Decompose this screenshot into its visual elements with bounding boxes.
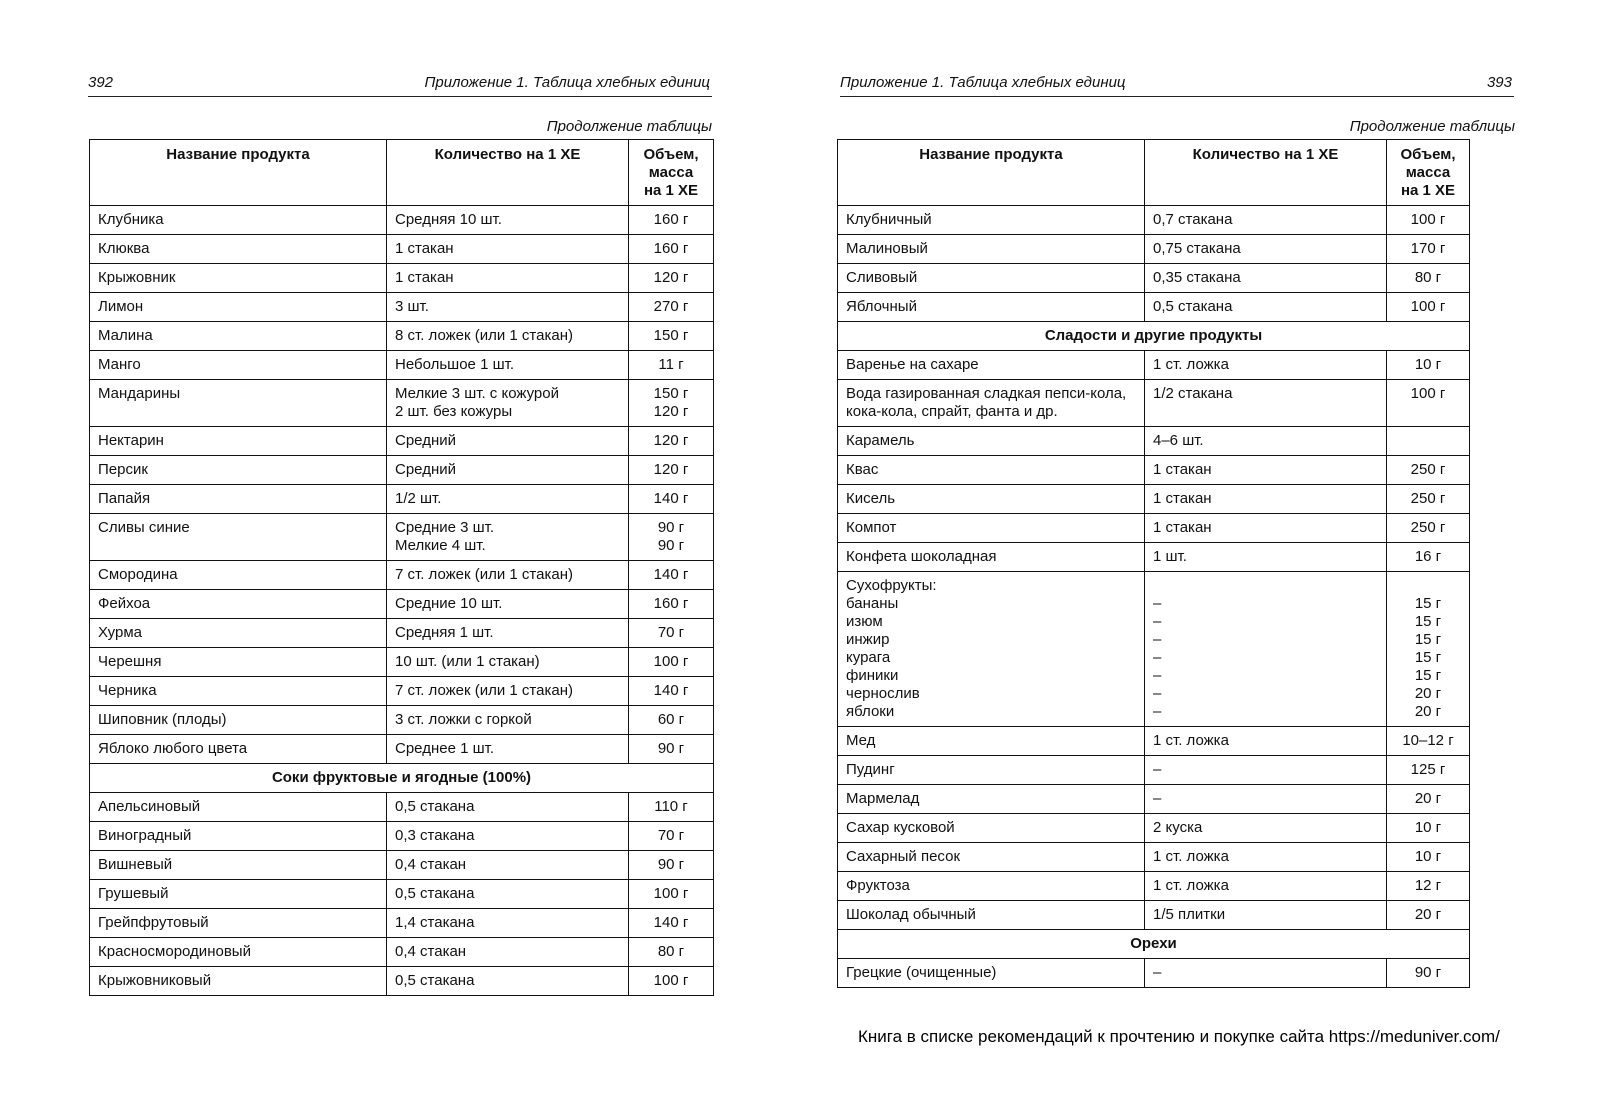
table-row: [90, 206, 714, 235]
cell-amount: 10 г: [1387, 814, 1470, 843]
table-row: [90, 264, 714, 293]
cell-product-name: Нектарин: [90, 427, 387, 456]
cell-product-name: Грейпфрутовый: [90, 909, 387, 938]
table-row: [838, 264, 1470, 293]
cell-amount: 250 г: [1387, 456, 1470, 485]
table-row: [838, 485, 1470, 514]
table-row: [90, 967, 714, 996]
table-row: [838, 206, 1470, 235]
cell-amount: 250 г: [1387, 485, 1470, 514]
table-row: [90, 677, 714, 706]
table-row: [838, 293, 1470, 322]
cell-amount: [1387, 427, 1470, 456]
cell-amount: 150 г 120 г: [629, 380, 714, 427]
cell-amount: 90 г: [629, 735, 714, 764]
cell-quantity: 0,7 стакана: [1145, 206, 1387, 235]
page-number: 392: [88, 74, 114, 91]
cell-amount: 90 г: [629, 851, 714, 880]
column-header-amount: Объем, масса на 1 ХЕ: [629, 140, 714, 206]
cell-amount: 100 г: [1387, 293, 1470, 322]
page-number: 393: [1486, 74, 1512, 91]
cell-product-name: Мармелад: [838, 785, 1145, 814]
cell-product-name: Апельсиновый: [90, 793, 387, 822]
cell-amount: 120 г: [629, 427, 714, 456]
table-row: [90, 514, 714, 561]
cell-quantity: Средний: [387, 427, 629, 456]
column-header-qty: Количество на 1 ХЕ: [387, 140, 629, 206]
cell-product-name: Фруктоза: [838, 872, 1145, 901]
section-heading: Сладости и другие продукты: [838, 322, 1470, 351]
table-row: [90, 456, 714, 485]
cell-quantity: 1 стакан: [1145, 456, 1387, 485]
cell-product-name: Сливы синие: [90, 514, 387, 561]
table-row: [90, 380, 714, 427]
table-row: [90, 590, 714, 619]
cell-quantity: Среднее 1 шт.: [387, 735, 629, 764]
table-row: [838, 514, 1470, 543]
cell-quantity: 1 ст. ложка: [1145, 843, 1387, 872]
column-header-qty: Количество на 1 ХЕ: [1145, 140, 1387, 206]
table-row: [838, 901, 1470, 930]
cell-quantity: – – – – – – –: [1145, 572, 1387, 727]
cell-quantity: Небольшое 1 шт.: [387, 351, 629, 380]
cell-amount: 60 г: [629, 706, 714, 735]
cell-amount: 20 г: [1387, 901, 1470, 930]
cell-product-name: Вода газированная сладкая пепси-кола, кока-кола, спрайт, фанта и др.: [838, 380, 1145, 427]
section-row: [838, 322, 1470, 351]
table-row: [90, 619, 714, 648]
section-row: [838, 930, 1470, 959]
cell-product-name: Яблочный: [838, 293, 1145, 322]
section-heading: Орехи: [838, 930, 1470, 959]
cell-product-name: Варенье на сахаре: [838, 351, 1145, 380]
cell-quantity: –: [1145, 785, 1387, 814]
table-row: [90, 427, 714, 456]
table-row: [838, 872, 1470, 901]
cell-amount: 80 г: [629, 938, 714, 967]
cell-amount: 120 г: [629, 456, 714, 485]
left-running-header: [88, 72, 712, 97]
table-row: [838, 785, 1470, 814]
cell-amount: 100 г: [629, 967, 714, 996]
cell-quantity: 2 куска: [1145, 814, 1387, 843]
cell-quantity: 0,5 стакана: [387, 793, 629, 822]
cell-amount: 120 г: [629, 264, 714, 293]
table-row: [838, 814, 1470, 843]
column-header-name: Название продукта: [90, 140, 387, 206]
cell-product-name: Клубничный: [838, 206, 1145, 235]
cell-amount: 10 г: [1387, 843, 1470, 872]
cell-amount: 140 г: [629, 485, 714, 514]
cell-product-name: Черника: [90, 677, 387, 706]
cell-product-name: Хурма: [90, 619, 387, 648]
cell-product-name: Шиповник (плоды): [90, 706, 387, 735]
cell-product-name: Грушевый: [90, 880, 387, 909]
cell-quantity: –: [1145, 959, 1387, 988]
cell-amount: 250 г: [1387, 514, 1470, 543]
cell-amount: 160 г: [629, 590, 714, 619]
cell-amount: 12 г: [1387, 872, 1470, 901]
cell-quantity: 1/5 плитки: [1145, 901, 1387, 930]
cell-amount: 140 г: [629, 909, 714, 938]
cell-amount: 100 г: [629, 648, 714, 677]
section-row: [90, 764, 714, 793]
running-title: Приложение 1. Таблица хлебных единиц: [424, 74, 710, 91]
cell-product-name: Шоколад обычный: [838, 901, 1145, 930]
cell-product-name: Мед: [838, 727, 1145, 756]
table-row: [838, 380, 1470, 427]
cell-amount: 270 г: [629, 293, 714, 322]
cell-quantity: –: [1145, 756, 1387, 785]
table-row: [838, 351, 1470, 380]
table-row: [838, 543, 1470, 572]
cell-product-name: Смородина: [90, 561, 387, 590]
cell-amount: 100 г: [1387, 380, 1470, 427]
cell-quantity: Мелкие 3 шт. с кожурой 2 шт. без кожуры: [387, 380, 629, 427]
cell-amount: 160 г: [629, 235, 714, 264]
cell-quantity: 0,75 стакана: [1145, 235, 1387, 264]
cell-quantity: 0,4 стакан: [387, 851, 629, 880]
table-row: [838, 456, 1470, 485]
column-header-name: Название продукта: [838, 140, 1145, 206]
cell-product-name: Лимон: [90, 293, 387, 322]
cell-product-name: Компот: [838, 514, 1145, 543]
table-row: [838, 959, 1470, 988]
cell-quantity: Средний: [387, 456, 629, 485]
cell-quantity: 0,3 стакана: [387, 822, 629, 851]
cell-quantity: 1,4 стакана: [387, 909, 629, 938]
cell-quantity: 3 шт.: [387, 293, 629, 322]
table-row: [838, 235, 1470, 264]
table-row: [90, 706, 714, 735]
cell-amount: 80 г: [1387, 264, 1470, 293]
cell-quantity: 1/2 стакана: [1145, 380, 1387, 427]
cell-amount: 160 г: [629, 206, 714, 235]
column-header-amount: Объем, масса на 1 ХЕ: [1387, 140, 1470, 206]
table-row: [90, 235, 714, 264]
cell-product-name: Конфета шоколадная: [838, 543, 1145, 572]
cell-product-name: Крыжовник: [90, 264, 387, 293]
table-row: [90, 322, 714, 351]
cell-quantity: 0,35 стакана: [1145, 264, 1387, 293]
cell-product-name: Сахар кусковой: [838, 814, 1145, 843]
table-row: [90, 822, 714, 851]
cell-quantity: 4–6 шт.: [1145, 427, 1387, 456]
cell-product-name: Яблоко любого цвета: [90, 735, 387, 764]
cell-quantity: 1 стакан: [1145, 485, 1387, 514]
cell-product-name: Манго: [90, 351, 387, 380]
cell-product-name: Малина: [90, 322, 387, 351]
cell-amount: 140 г: [629, 561, 714, 590]
table-row: [838, 727, 1470, 756]
section-heading: Соки фруктовые и ягодные (100%): [90, 764, 714, 793]
cell-amount: 125 г: [1387, 756, 1470, 785]
table-row: [90, 293, 714, 322]
cell-amount: 90 г: [1387, 959, 1470, 988]
cell-quantity: 10 шт. (или 1 стакан): [387, 648, 629, 677]
cell-product-name: Вишневый: [90, 851, 387, 880]
cell-amount: 110 г: [629, 793, 714, 822]
cell-product-name: Сливовый: [838, 264, 1145, 293]
footer-note: Книга в списке рекомендаций к прочтению и покупке сайта https://meduniver.com/: [858, 1027, 1500, 1046]
cell-amount: 140 г: [629, 677, 714, 706]
table-row: [90, 561, 714, 590]
cell-quantity: 1 ст. ложка: [1145, 727, 1387, 756]
cell-product-name: Мандарины: [90, 380, 387, 427]
cell-product-name: Малиновый: [838, 235, 1145, 264]
cell-quantity: 7 ст. ложек (или 1 стакан): [387, 677, 629, 706]
cell-quantity: 1 ст. ложка: [1145, 872, 1387, 901]
cell-amount: 10–12 г: [1387, 727, 1470, 756]
table-row: [838, 843, 1470, 872]
cell-product-name: Кисель: [838, 485, 1145, 514]
running-title: Приложение 1. Таблица хлебных единиц: [840, 74, 1126, 91]
cell-product-name: Карамель: [838, 427, 1145, 456]
cell-amount: 70 г: [629, 619, 714, 648]
cell-quantity: Средние 10 шт.: [387, 590, 629, 619]
cell-product-name: Красносмородиновый: [90, 938, 387, 967]
cell-quantity: 1 ст. ложка: [1145, 351, 1387, 380]
cell-amount: 170 г: [1387, 235, 1470, 264]
table-row: [838, 572, 1470, 727]
cell-quantity: 1 стакан: [387, 264, 629, 293]
cell-product-name: Квас: [838, 456, 1145, 485]
cell-product-name: Папайя: [90, 485, 387, 514]
table-row: [90, 735, 714, 764]
table-row: [90, 909, 714, 938]
cell-amount: 11 г: [629, 351, 714, 380]
table-row: [90, 793, 714, 822]
cell-product-name: Фейхоа: [90, 590, 387, 619]
table-row: [90, 648, 714, 677]
cell-amount: 70 г: [629, 822, 714, 851]
table-row: [90, 851, 714, 880]
cell-product-name: Клюква: [90, 235, 387, 264]
cell-product-name: Пудинг: [838, 756, 1145, 785]
cell-product-name: Сахарный песок: [838, 843, 1145, 872]
cell-product-name: Крыжовниковый: [90, 967, 387, 996]
cell-amount: 15 г 15 г 15 г 15 г 15 г 20 г 20 г: [1387, 572, 1470, 727]
continuation-label: Продолжение таблицы: [546, 118, 712, 135]
cell-quantity: 1 стакан: [1145, 514, 1387, 543]
cell-product-name: Грецкие (очищенные): [838, 959, 1145, 988]
table-row: [838, 427, 1470, 456]
cell-quantity: 1 стакан: [387, 235, 629, 264]
cell-quantity: Средняя 1 шт.: [387, 619, 629, 648]
cell-quantity: Средняя 10 шт.: [387, 206, 629, 235]
cell-quantity: 1 шт.: [1145, 543, 1387, 572]
cell-quantity: 8 ст. ложек (или 1 стакан): [387, 322, 629, 351]
cell-quantity: 0,5 стакана: [1145, 293, 1387, 322]
cell-quantity: 0,5 стакана: [387, 880, 629, 909]
cell-amount: 90 г 90 г: [629, 514, 714, 561]
continuation-label: Продолжение таблицы: [1349, 118, 1515, 135]
cell-amount: 150 г: [629, 322, 714, 351]
cell-amount: 16 г: [1387, 543, 1470, 572]
right-table: [837, 139, 1470, 988]
left-table: [89, 139, 714, 996]
table-row: [90, 938, 714, 967]
cell-product-name: Персик: [90, 456, 387, 485]
cell-product-name: Клубника: [90, 206, 387, 235]
cell-quantity: 3 ст. ложки с горкой: [387, 706, 629, 735]
cell-product-name: Виноградный: [90, 822, 387, 851]
cell-amount: 20 г: [1387, 785, 1470, 814]
right-running-header: [840, 72, 1514, 97]
table-row: [838, 756, 1470, 785]
cell-amount: 10 г: [1387, 351, 1470, 380]
cell-product-name: Черешня: [90, 648, 387, 677]
cell-amount: 100 г: [1387, 206, 1470, 235]
cell-quantity: 0,5 стакана: [387, 967, 629, 996]
table-row: [90, 485, 714, 514]
cell-quantity: 7 ст. ложек (или 1 стакан): [387, 561, 629, 590]
table-row: [90, 351, 714, 380]
cell-quantity: 0,4 стакан: [387, 938, 629, 967]
cell-quantity: 1/2 шт.: [387, 485, 629, 514]
table-row: [90, 880, 714, 909]
cell-product-name: Сухофрукты: бананы изюм инжир курага финики чернослив яблоки: [838, 572, 1145, 727]
cell-quantity: Средние 3 шт. Мелкие 4 шт.: [387, 514, 629, 561]
cell-amount: 100 г: [629, 880, 714, 909]
